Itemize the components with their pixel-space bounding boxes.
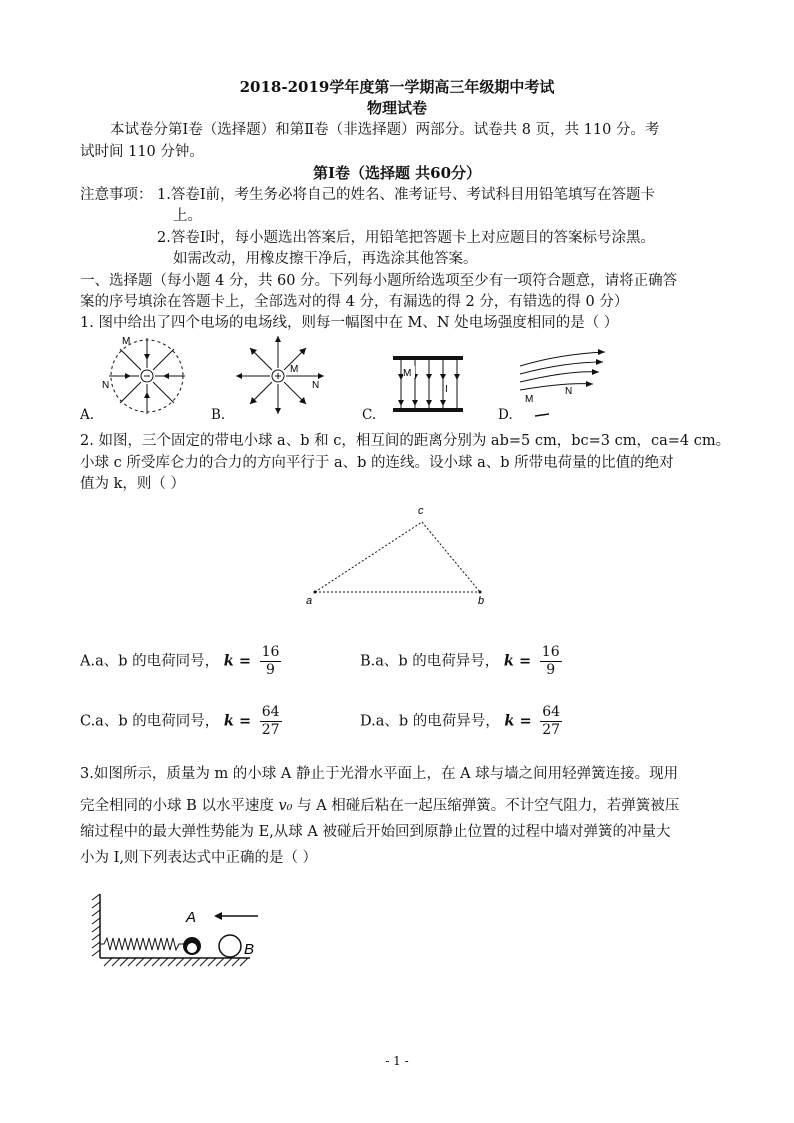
q1-option-d: D.: [498, 407, 513, 423]
q2-line-1: 2. 如图，三个固定的带电小球 a、b 和 c，相互间的距离分别为 ab=5 cm，bc=3 cm，ca=4 cm。: [80, 433, 731, 449]
exam-title: 2018-2019学年度第一学期高三年级期中考试: [239, 78, 555, 96]
q1b-m-label: M: [290, 364, 299, 375]
q3-line-2-part-a: 完全相同的小球 B 以水平速度: [80, 798, 274, 814]
q2-option-b-fraction: [540, 644, 562, 679]
q2-triangle-figure: [300, 500, 500, 610]
q2-option-a: [80, 644, 281, 679]
notice-label: 注意事项：: [80, 187, 153, 203]
q2-option-a-text: A.a、b 的电荷同号，: [80, 653, 220, 670]
q2-option-b-denominator: 9: [546, 662, 556, 678]
q2-option-c-k: k =: [223, 712, 252, 730]
q1-option-a: A.: [80, 407, 95, 423]
q2-option-c-numerator: 64: [261, 704, 280, 720]
intro-line-2: 试时间 110 分钟。: [80, 144, 204, 160]
q1-figure-b: [228, 330, 333, 420]
q1-figure-d: [515, 348, 615, 420]
q3-line-3: 缩过程中的最大弹性势能为 E,从球 A 被碰后开始回到原静止位置的过程中墙对弹簧的冲量大: [80, 824, 671, 840]
q2-option-a-denominator: 9: [266, 662, 275, 678]
q2-option-c-fraction: [260, 704, 282, 739]
q3-v0: v₀: [278, 798, 293, 814]
q2-line-2: 小球 c 所受库仑力的合力的方向平行于 a、b 的连线。设小球 a、b 所带电荷量的比值的绝对: [80, 455, 674, 471]
q2-option-b-numerator: 16: [541, 644, 560, 660]
part1-line-2: 案的序号填涂在答题卡上，全部选对的得 4 分，有漏选的得 2 分，有错选的得 0 分）: [80, 294, 629, 310]
q2-option-b-k: k =: [503, 652, 532, 670]
q2-option-a-numerator: 16: [261, 644, 280, 660]
q2-label-a: a: [306, 595, 313, 607]
q2-option-a-k: k =: [223, 652, 251, 670]
page-number: - 1 -: [385, 1054, 409, 1068]
q1-figure-c: [385, 350, 475, 420]
q3-line-4: 小为 I,则下列表达式中正确的是（ ）: [80, 850, 318, 866]
q1-option-c: C.: [362, 407, 377, 423]
q2-option-d-numerator: 64: [542, 704, 561, 720]
q2-option-c-text: C.a、b 的电荷同号，: [80, 713, 220, 730]
q2-label-c: c: [418, 505, 424, 517]
q2-option-d-text: D.a、b 的电荷异号，: [360, 713, 500, 730]
q2-option-b: [360, 644, 562, 679]
q2-option-d-k: k =: [504, 712, 532, 730]
q1a-n-label: N: [102, 380, 110, 391]
q1a-m-label: M: [122, 336, 131, 347]
q1c-i-label: I: [445, 384, 448, 395]
q1-option-b: B.: [211, 407, 226, 423]
q2-option-c-denominator: 27: [261, 722, 280, 738]
q3-label-a: A: [186, 909, 197, 926]
notice-item-2-line-1: 2.答卷Ⅰ时，每小题选出答案后，用铅笔把答题卡上对应题目的答案标号涂黑。: [157, 230, 656, 246]
section-heading: 第Ⅰ卷（选择题 共60分）: [312, 164, 482, 182]
q3-spring-figure: [90, 892, 280, 972]
q3-label-b: B: [244, 941, 255, 958]
q1b-n-label: N: [312, 380, 320, 391]
q1c-m-label: M: [403, 368, 412, 379]
notice-item-2-line-2: 如需改动，用橡皮擦干净后，再选涂其他答案。: [173, 251, 478, 267]
part1-line-1: 一、选择题（每小题 4 分，共 60 分。下列每小题所给选项至少有一项符合题意，请将正确答: [80, 273, 678, 289]
q1d-m-label: M: [525, 394, 534, 405]
exam-subtitle: 物理试卷: [366, 99, 427, 117]
q1-figure-a: [92, 330, 192, 420]
q2-option-b-text: B.a、b 的电荷异号，: [360, 653, 500, 670]
q3-line-2: [80, 795, 679, 817]
q3-line-1: 3.如图所示，质量为 m 的小球 A 静止于光滑水平面上，在 A 球与墙之间用轻弹簧连接。现用: [80, 766, 679, 782]
q2-option-c: [80, 704, 282, 739]
q2-line-3: 值为 k，则（ ）: [80, 476, 186, 492]
q3-line-2-part-b: 与 A 相碰后粘在一起压缩弹簧。不计空气阻力，若弹簧被压: [297, 798, 680, 814]
q2-option-a-fraction: [260, 644, 282, 679]
intro-line-1: 本试卷分第Ⅰ卷（选择题）和第Ⅱ卷（非选择题）两部分。试卷共 8 页，共 110 分。考: [110, 122, 660, 138]
q1d-n-label: N: [565, 386, 573, 397]
q2-option-d-fraction: [540, 704, 562, 739]
q1-stem: 1. 图中给出了四个电场的电场线，则每一幅图中在 M、N 处电场强度相同的是（ ）: [80, 315, 619, 331]
notice-item-1-line-1: 1.答卷Ⅰ前，考生务必将自己的姓名、准考证号、考试科目用铅笔填写在答题卡: [157, 187, 656, 203]
notice-item-1-line-2: 上。: [173, 208, 202, 224]
q2-option-d: [360, 704, 562, 739]
q2-label-b: b: [478, 595, 485, 607]
q2-option-d-denominator: 27: [542, 722, 561, 738]
